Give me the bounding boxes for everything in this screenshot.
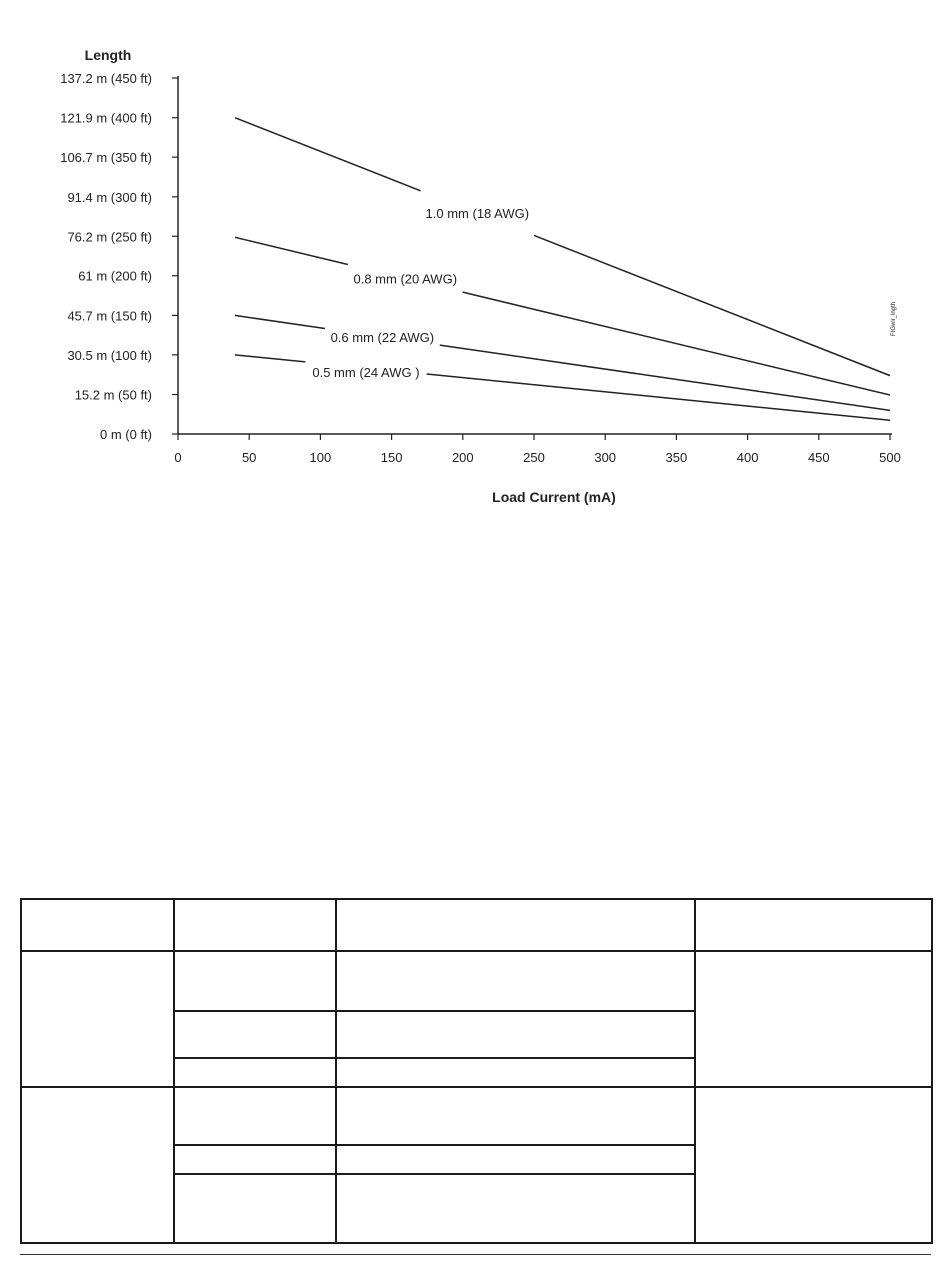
series-label: 0.8 mm (20 AWG) xyxy=(353,271,458,287)
y-tick-label: 30.5 m (100 ft) xyxy=(67,347,152,363)
series-segment xyxy=(427,374,890,420)
series-segment xyxy=(440,345,890,410)
table-cell xyxy=(174,951,336,1011)
x-tick-label: 150 xyxy=(380,450,403,465)
group-cell xyxy=(21,1087,174,1243)
x-tick-label: 300 xyxy=(594,450,617,465)
x-tick-label: 350 xyxy=(665,450,688,465)
group-cell xyxy=(695,1087,932,1243)
wire-length-chart xyxy=(0,0,950,520)
group-cell xyxy=(21,951,174,1087)
series-label: 0.6 mm (22 AWG) xyxy=(330,329,435,345)
y-tick-label: 15.2 m (50 ft) xyxy=(74,387,152,403)
x-tick-label: 250 xyxy=(523,450,545,465)
x-tick-label: 400 xyxy=(736,450,759,465)
y-axis-title: Length xyxy=(84,47,132,63)
table-cell xyxy=(336,1087,695,1145)
x-tick-label: 450 xyxy=(807,450,830,465)
table-cell xyxy=(174,1087,336,1145)
table-cell xyxy=(336,1174,695,1243)
header-cell xyxy=(336,899,695,951)
table-cell xyxy=(174,1174,336,1243)
x-axis-title: Load Current (mA) xyxy=(492,489,616,505)
table-cell xyxy=(174,1011,336,1058)
y-tick-label: 45.7 m (150 ft) xyxy=(67,308,152,324)
x-tick-label: 500 xyxy=(879,450,901,465)
y-tick-label: 121.9 m (400 ft) xyxy=(60,110,152,126)
y-tick-label: 137.2 m (450 ft) xyxy=(60,71,152,86)
blank-table xyxy=(20,898,933,1244)
series-segment xyxy=(235,355,305,362)
header-cell xyxy=(174,899,336,951)
figure-code-note: FIGwir_lngth xyxy=(891,301,897,336)
series-segment xyxy=(235,237,348,264)
series-segment xyxy=(235,315,325,328)
table-cell xyxy=(336,1058,695,1087)
y-tick-label: 91.4 m (300 ft) xyxy=(67,189,152,205)
table-cell xyxy=(336,1145,695,1174)
series-segment xyxy=(235,118,421,191)
x-tick-label: 200 xyxy=(451,450,474,465)
group-cell xyxy=(695,951,932,1087)
y-tick-label: 0 m (0 ft) xyxy=(99,427,152,442)
x-tick-label: 0 xyxy=(174,450,182,465)
footer-rule xyxy=(20,1254,931,1255)
table-cell xyxy=(174,1058,336,1087)
series-line xyxy=(235,315,890,410)
series-label: 1.0 mm (18 AWG) xyxy=(425,206,530,222)
series-segment xyxy=(534,235,890,375)
header-cell xyxy=(21,899,174,951)
y-tick-label: 76.2 m (250 ft) xyxy=(67,229,152,245)
table-cell xyxy=(336,1011,695,1058)
series-label: 0.5 mm (24 AWG ) xyxy=(312,364,420,380)
x-tick-label: 100 xyxy=(309,450,332,465)
table-cell xyxy=(336,951,695,1011)
y-tick-label: 61 m (200 ft) xyxy=(78,268,152,284)
header-cell xyxy=(695,899,932,951)
x-tick-label: 50 xyxy=(241,450,257,465)
series-line xyxy=(235,355,890,420)
table-cell xyxy=(174,1145,336,1174)
y-tick-label: 106.7 m (350 ft) xyxy=(60,150,152,166)
